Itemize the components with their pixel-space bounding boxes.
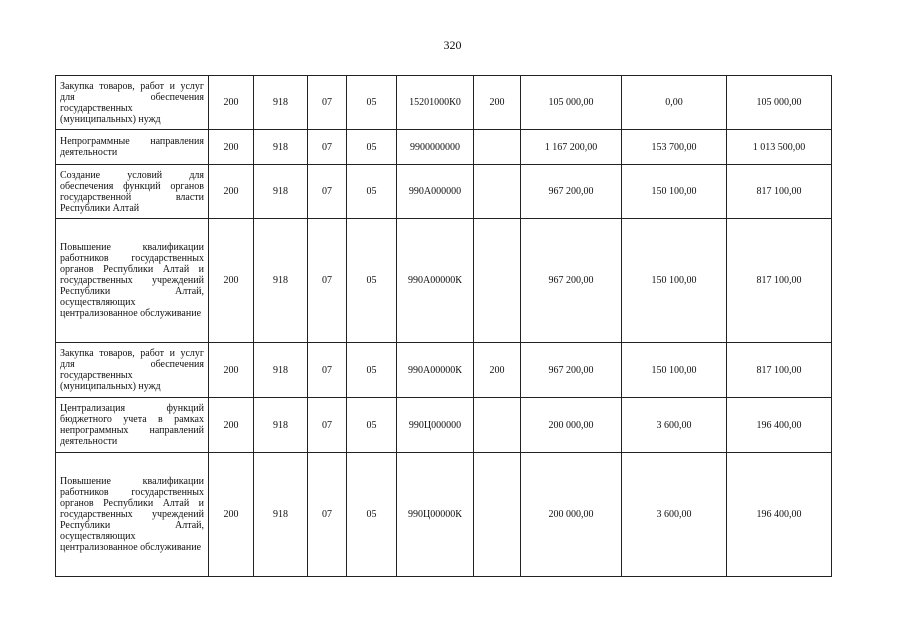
cell-value-1: 200 000,00: [521, 398, 622, 453]
cell-code-1: 200: [209, 343, 254, 398]
cell-code-6: [474, 130, 521, 165]
cell-code-6: [474, 398, 521, 453]
table-row: [56, 165, 832, 219]
cell-code-5: 990Ц00000К: [397, 453, 474, 577]
cell-value-2: 150 100,00: [622, 165, 727, 219]
cell-code-1: 200: [209, 453, 254, 577]
cell-code-3: 07: [308, 398, 347, 453]
cell-value-2: 0,00: [622, 76, 727, 130]
cell-code-4: 05: [347, 130, 397, 165]
cell-code-1: 200: [209, 130, 254, 165]
cell-code-3: 07: [308, 343, 347, 398]
cell-code-5: 990А000000: [397, 165, 474, 219]
cell-code-6: [474, 219, 521, 343]
cell-code-6: [474, 453, 521, 577]
cell-value-1: 200 000,00: [521, 453, 622, 577]
cell-code-5: 990А00000К: [397, 343, 474, 398]
cell-code-1: 200: [209, 165, 254, 219]
cell-value-1: 1 167 200,00: [521, 130, 622, 165]
cell-code-4: 05: [347, 453, 397, 577]
cell-code-3: 07: [308, 165, 347, 219]
cell-value-3: 1 013 500,00: [727, 130, 832, 165]
table-row: [56, 343, 832, 398]
cell-code-1: 200: [209, 398, 254, 453]
table-row: [56, 76, 832, 130]
page-number: 320: [443, 38, 462, 52]
row-name: Непрограммные направления деятельности: [56, 130, 209, 165]
budget-table: [55, 75, 832, 577]
cell-code-4: 05: [347, 165, 397, 219]
row-name: Создание условий для обеспечения функций органов государственной власти Республики Алтай: [56, 165, 209, 219]
cell-value-1: 105 000,00: [521, 76, 622, 130]
table-row: [56, 130, 832, 165]
row-name: Централизация функций бюджетного учета в рамках непрограммных направлений деятельности: [56, 398, 209, 453]
cell-code-5: 9900000000: [397, 130, 474, 165]
cell-code-6: 200: [474, 343, 521, 398]
cell-code-2: 918: [254, 165, 308, 219]
cell-value-3: 105 000,00: [727, 76, 832, 130]
cell-code-3: 07: [308, 76, 347, 130]
table-row: [56, 398, 832, 453]
cell-value-2: 3 600,00: [622, 453, 727, 577]
cell-code-4: 05: [347, 398, 397, 453]
row-name: Повышение квалификации работников государственных органов Республики Алтай и государственных учреждений Республики Алтай, осуществляющих централизованное обслуживание: [56, 219, 209, 343]
cell-value-3: 196 400,00: [727, 398, 832, 453]
cell-code-1: 200: [209, 219, 254, 343]
cell-value-3: 817 100,00: [727, 165, 832, 219]
cell-code-5: 990Ц000000: [397, 398, 474, 453]
cell-value-3: 817 100,00: [727, 219, 832, 343]
cell-code-4: 05: [347, 219, 397, 343]
cell-code-1: 200: [209, 76, 254, 130]
cell-value-2: 150 100,00: [622, 219, 727, 343]
cell-value-1: 967 200,00: [521, 343, 622, 398]
table-row: [56, 219, 832, 343]
cell-value-2: 153 700,00: [622, 130, 727, 165]
cell-code-2: 918: [254, 130, 308, 165]
cell-code-2: 918: [254, 76, 308, 130]
cell-code-2: 918: [254, 453, 308, 577]
cell-code-2: 918: [254, 343, 308, 398]
cell-code-2: 918: [254, 398, 308, 453]
row-name: Закупка товаров, работ и услуг для обеспечения государственных (муниципальных) нужд: [56, 76, 209, 130]
cell-code-3: 07: [308, 130, 347, 165]
cell-value-2: 3 600,00: [622, 398, 727, 453]
cell-value-3: 817 100,00: [727, 343, 832, 398]
cell-value-1: 967 200,00: [521, 165, 622, 219]
cell-value-2: 150 100,00: [622, 343, 727, 398]
cell-code-3: 07: [308, 453, 347, 577]
cell-code-5: 990А00000К: [397, 219, 474, 343]
cell-code-5: 15201000К0: [397, 76, 474, 130]
table-row: [56, 453, 832, 577]
cell-value-3: 196 400,00: [727, 453, 832, 577]
cell-code-4: 05: [347, 343, 397, 398]
cell-code-2: 918: [254, 219, 308, 343]
row-name: Закупка товаров, работ и услуг для обеспечения государственных (муниципальных) нужд: [56, 343, 209, 398]
cell-code-6: 200: [474, 76, 521, 130]
cell-value-1: 967 200,00: [521, 219, 622, 343]
cell-code-6: [474, 165, 521, 219]
cell-code-4: 05: [347, 76, 397, 130]
cell-code-3: 07: [308, 219, 347, 343]
row-name: Повышение квалификации работников государственных органов Республики Алтай и государственных учреждений Республики Алтай, осуществляющих централизованное обслуживание: [56, 453, 209, 577]
